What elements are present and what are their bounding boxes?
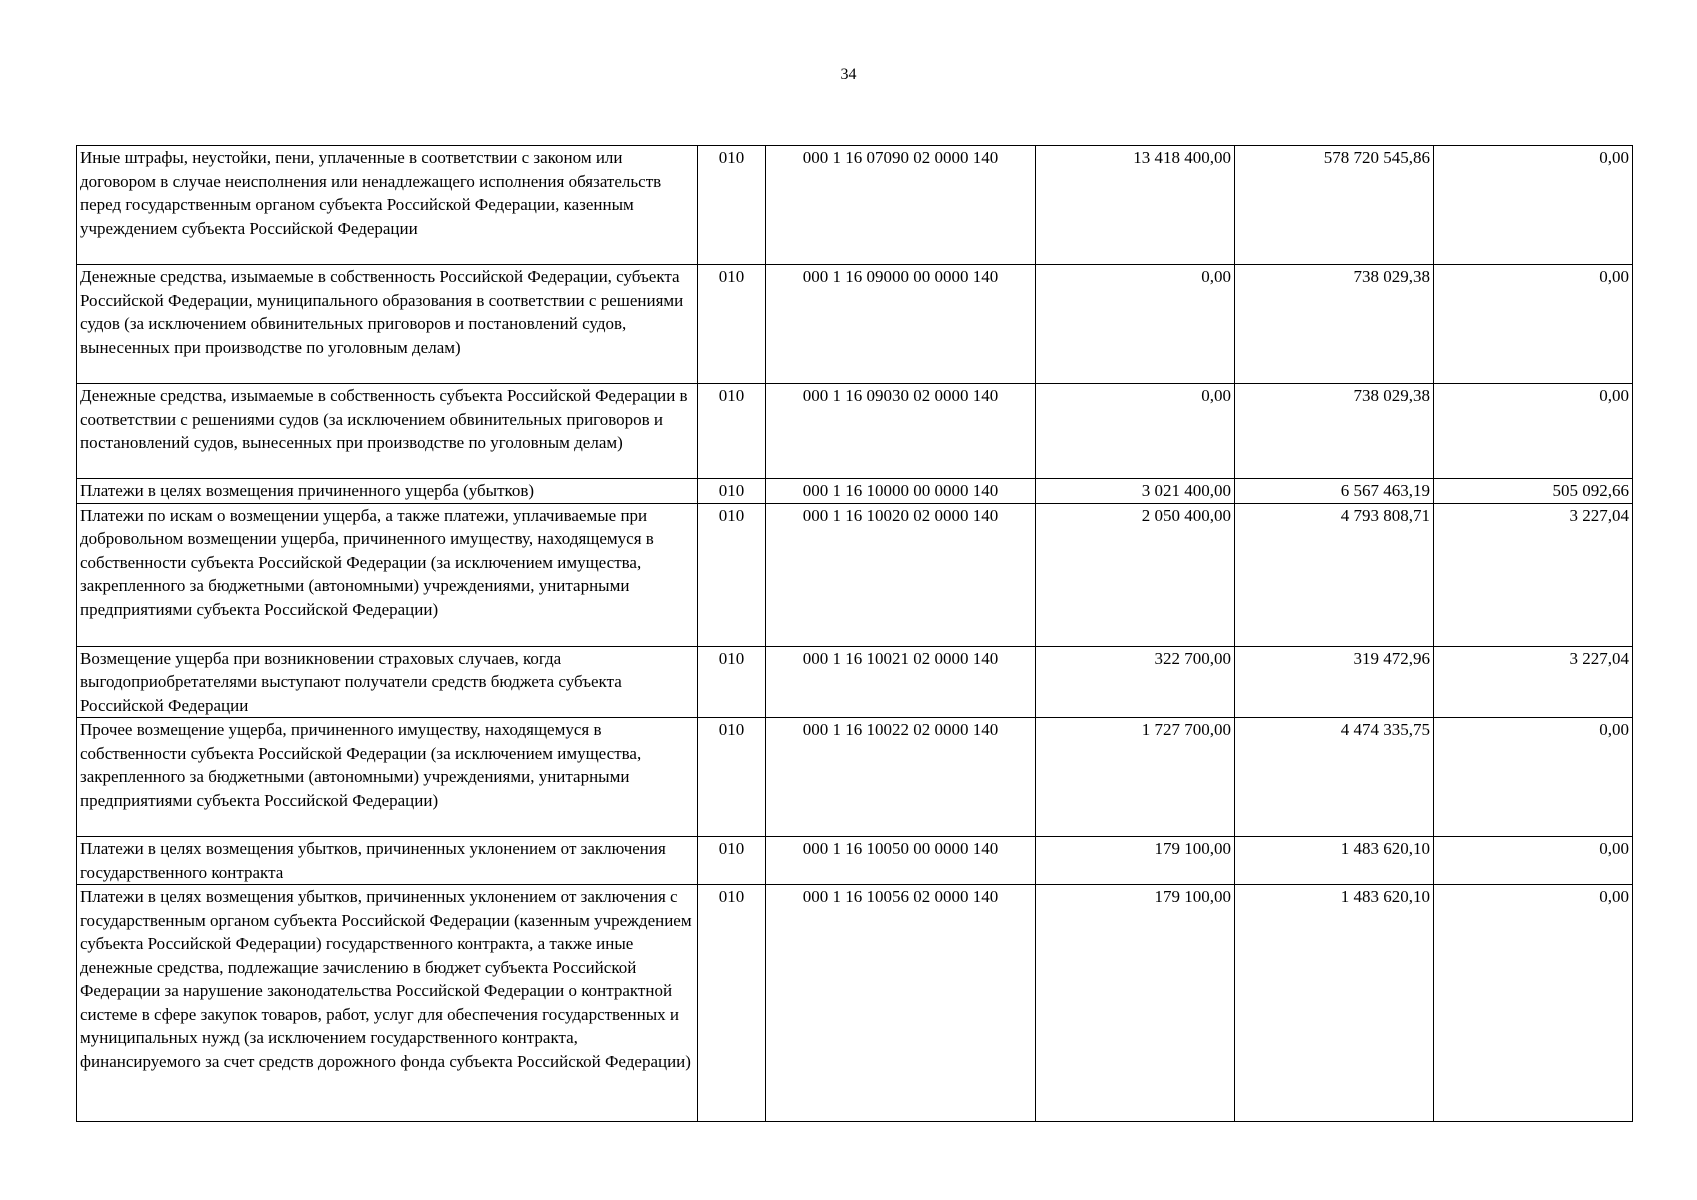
value-1-cell: 1 727 700,00	[1036, 718, 1235, 837]
row-name-cell: Платежи в целях возмещения убытков, причиненных уклонением от заключения государственного контракта	[77, 837, 698, 885]
value-1-cell: 179 100,00	[1036, 837, 1235, 885]
table-row	[77, 718, 1633, 837]
budget-code-cell: 000 1 16 09000 00 0000 140	[766, 265, 1036, 384]
admin-code-cell: 010	[698, 265, 766, 384]
value-2-cell: 4 793 808,71	[1235, 503, 1434, 646]
value-1-cell: 2 050 400,00	[1036, 503, 1235, 646]
budget-code-cell: 000 1 16 10021 02 0000 140	[766, 646, 1036, 718]
value-1-cell: 13 418 400,00	[1036, 146, 1235, 265]
value-1-cell: 3 021 400,00	[1036, 479, 1235, 504]
table-row	[77, 479, 1633, 504]
admin-code-cell: 010	[698, 718, 766, 837]
table-row	[77, 885, 1633, 1122]
table-row	[77, 384, 1633, 479]
budget-code-cell: 000 1 16 07090 02 0000 140	[766, 146, 1036, 265]
value-3-cell: 505 092,66	[1434, 479, 1633, 504]
table-row	[77, 146, 1633, 265]
value-1-cell: 0,00	[1036, 384, 1235, 479]
value-3-cell: 0,00	[1434, 718, 1633, 837]
row-name-cell: Платежи в целях возмещения убытков, причиненных уклонением от заключения с государственным органом субъекта Российской Федерации (казенным учреждением субъекта Российской Федерации) государственного контракта, а также иные денежные средства, подлежащие зачислению в бюджет субъекта Российской Федерации за нарушение законодательства Российской Федерации о контрактной системе в сфере закупок товаров, работ, услуг для обеспечения государственных и муниципальных нужд (за исключением государственного контракта, финансируемого за счет средств дорожного фонда субъекта Российской Федерации)	[77, 885, 698, 1122]
row-name-cell: Иные штрафы, неустойки, пени, уплаченные в соответствии с законом или договором в случае неисполнения или ненадлежащего исполнения обязательств перед государственным органом субъекта Российской Федерации, казенным учреждением субъекта Российской Федерации	[77, 146, 698, 265]
value-2-cell: 1 483 620,10	[1235, 837, 1434, 885]
value-2-cell: 578 720 545,86	[1235, 146, 1434, 265]
admin-code-cell: 010	[698, 837, 766, 885]
admin-code-cell: 010	[698, 646, 766, 718]
revenue-table	[76, 145, 1633, 1122]
row-name-cell: Денежные средства, изымаемые в собственность субъекта Российской Федерации в соответствии с решениями судов (за исключением обвинительных приговоров и постановлений судов, вынесенных при производстве по уголовным делам)	[77, 384, 698, 479]
admin-code-cell: 010	[698, 503, 766, 646]
row-name-cell: Платежи в целях возмещения причиненного ущерба (убытков)	[77, 479, 698, 504]
admin-code-cell: 010	[698, 384, 766, 479]
admin-code-cell: 010	[698, 146, 766, 265]
row-name-cell: Возмещение ущерба при возникновении страховых случаев, когда выгодоприобретателями выступают получатели средств бюджета субъекта Российской Федерации	[77, 646, 698, 718]
admin-code-cell: 010	[698, 479, 766, 504]
value-2-cell: 319 472,96	[1235, 646, 1434, 718]
value-1-cell: 0,00	[1036, 265, 1235, 384]
budget-code-cell: 000 1 16 10056 02 0000 140	[766, 885, 1036, 1122]
budget-code-cell: 000 1 16 10022 02 0000 140	[766, 718, 1036, 837]
value-2-cell: 1 483 620,10	[1235, 885, 1434, 1122]
value-3-cell: 0,00	[1434, 384, 1633, 479]
table-row	[77, 503, 1633, 646]
value-2-cell: 738 029,38	[1235, 265, 1434, 384]
row-name-cell: Платежи по искам о возмещении ущерба, а также платежи, уплачиваемые при добровольном возмещении ущерба, причиненного имуществу, находящемуся в собственности субъекта Российской Федерации (за исключением имущества, закрепленного за бюджетными (автономными) учреждениями, унитарными предприятиями субъекта Российской Федерации)	[77, 503, 698, 646]
value-2-cell: 738 029,38	[1235, 384, 1434, 479]
value-2-cell: 6 567 463,19	[1235, 479, 1434, 504]
value-3-cell: 3 227,04	[1434, 646, 1633, 718]
table-row	[77, 646, 1633, 718]
value-1-cell: 322 700,00	[1036, 646, 1235, 718]
value-1-cell: 179 100,00	[1036, 885, 1235, 1122]
value-2-cell: 4 474 335,75	[1235, 718, 1434, 837]
budget-code-cell: 000 1 16 10050 00 0000 140	[766, 837, 1036, 885]
value-3-cell: 0,00	[1434, 265, 1633, 384]
page-number: 34	[840, 66, 857, 83]
budget-code-cell: 000 1 16 10020 02 0000 140	[766, 503, 1036, 646]
value-3-cell: 0,00	[1434, 885, 1633, 1122]
budget-code-cell: 000 1 16 09030 02 0000 140	[766, 384, 1036, 479]
value-3-cell: 3 227,04	[1434, 503, 1633, 646]
table-row	[77, 265, 1633, 384]
row-name-cell: Денежные средства, изымаемые в собственность Российской Федерации, субъекта Российской Федерации, муниципального образования в соответствии с решениями судов (за исключением обвинительных приговоров и постановлений судов, вынесенных при производстве по уголовным делам)	[77, 265, 698, 384]
value-3-cell: 0,00	[1434, 837, 1633, 885]
value-3-cell: 0,00	[1434, 146, 1633, 265]
admin-code-cell: 010	[698, 885, 766, 1122]
row-name-cell: Прочее возмещение ущерба, причиненного имуществу, находящемуся в собственности субъекта Российской Федерации (за исключением имущества, закрепленного за бюджетными (автономными) учреждениями, унитарными предприятиями субъекта Российской Федерации)	[77, 718, 698, 837]
table-row	[77, 837, 1633, 885]
budget-code-cell: 000 1 16 10000 00 0000 140	[766, 479, 1036, 504]
